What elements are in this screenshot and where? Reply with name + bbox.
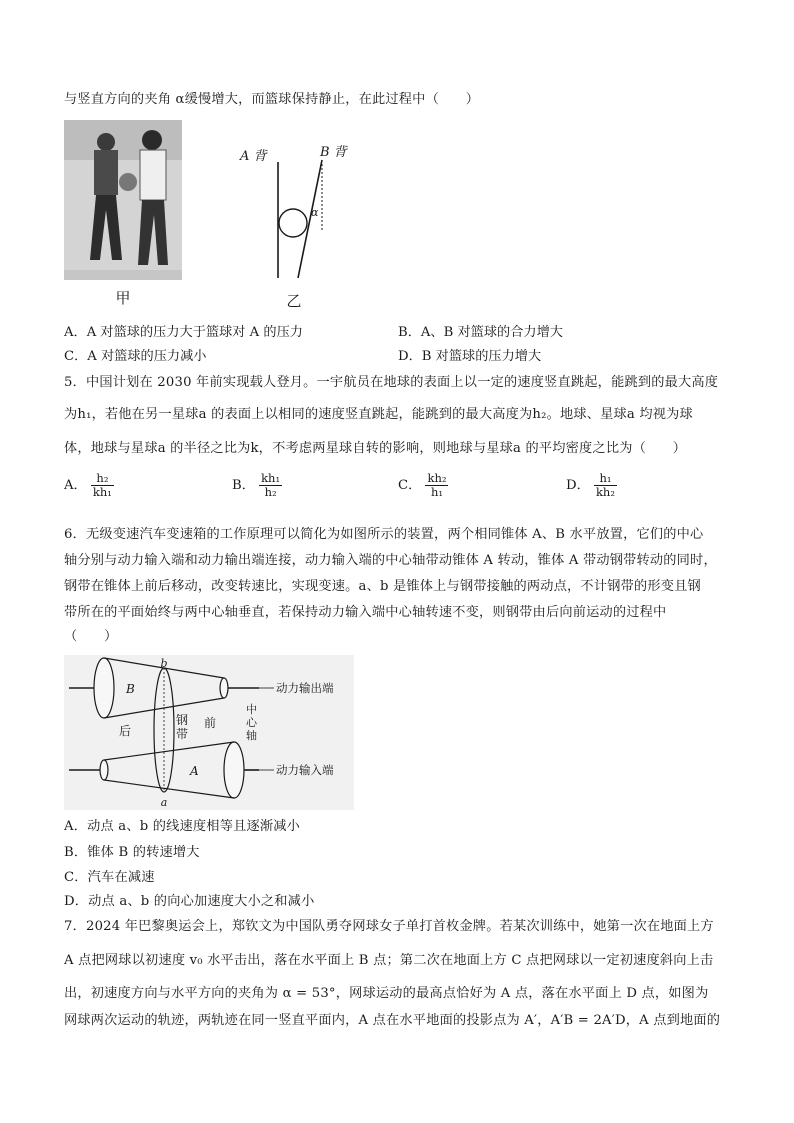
q6-cone-figure (64, 655, 354, 810)
q6-fig-label-axis: 中心轴 (246, 703, 257, 742)
q4-option-d: D．B 对篮球的压力增大 (398, 349, 542, 364)
q5-option-a-fraction (91, 472, 114, 499)
q5-option-c-numerator: kh₂ (427, 471, 447, 485)
q6-line-5: （ ） (64, 629, 118, 644)
q5-option-a (64, 472, 114, 499)
q6-fig-label-front: 前 (204, 716, 217, 730)
q4-option-c: C．A 对篮球的压力减小 (64, 349, 207, 364)
q4-fig-label-b: B 背 (320, 145, 347, 160)
q5-option-c (398, 472, 448, 499)
q5-line-2: 为h₁，若他在另一星球a 的表面上以相同的速度竖直跳起，能跳到的最大高度为h₂。地球、星球a 均视为球 (64, 407, 693, 422)
q5-option-d (566, 472, 617, 499)
q6-fig-label-cone-a: A (190, 764, 199, 778)
q6-fig-label-back: 后 (119, 724, 132, 738)
q4-fig-left-caption: 甲 (115, 289, 131, 307)
q4-fig-right-caption: 乙 (286, 292, 302, 310)
q6-fig-label-belt: 钢带 (176, 713, 189, 741)
q5-option-d-fraction (594, 472, 617, 499)
q5-option-a-denominator: kh₁ (92, 485, 112, 499)
q5-line-1: 5．中国计划在 2030 年前实现载人登月。一宇航员在地球的表面上以一定的速度竖直跳起，能跳到的最大高度 (64, 375, 719, 390)
q5-option-d-denominator: kh₂ (595, 485, 615, 499)
q4-fig-label-a: A 背 (240, 149, 267, 164)
q4-photo-figure (64, 120, 182, 310)
q4-option-b: B．A、B 对篮球的合力增大 (398, 325, 563, 340)
q4-wall-b (298, 160, 322, 278)
q4-basketball (279, 209, 307, 237)
q5-option-b-label: B． (232, 478, 255, 493)
q5-option-d-numerator: h₁ (594, 472, 617, 486)
q6-line-4: 带所在的平面始终与两中心轴垂直，若保持动力输入端中心轴转速不变，则钢带由后向前运动的过程中 (64, 605, 667, 620)
q6-cone-a-base (224, 742, 244, 798)
q7-line-2: A 点把网球以初速度 v₀ 水平击出，落在水平面上 B 点；第二次在地面上方 C 点把网球以一定初速度斜向上击 (64, 953, 714, 968)
q6-line-1: 6．无级变速汽车变速箱的工作原理可以简化为如图所示的装置，两个相同锥体 A、B 水平放置，它们的中心 (64, 527, 704, 542)
q6-cone-b-base (94, 658, 114, 718)
q6-line-3: 钢带在锥体上前后移动，改变转速比，实现变速。a、b 是锥体上与钢带接触的两动点，不计钢带的形变且钢 (64, 579, 701, 594)
q5-option-c-denominator: h₁ (430, 485, 443, 499)
q6-fig-label-b-point: b (160, 657, 168, 670)
q5-option-b-numerator: kh₁ (261, 471, 281, 485)
q5-option-b-fraction (259, 472, 282, 499)
q5-option-b (232, 472, 282, 499)
q6-option-a: A．动点 a、b 的线速度相等且逐渐减小 (64, 819, 301, 834)
q6-option-d: D．动点 a、b 的向心加速度大小之和减小 (64, 894, 315, 909)
q7-line-4: 网球两次运动的轨迹，两轨迹在同一竖直平面内，A 点在水平地面的投影点为 A′，A′B = 2A′D，A 点到地面的 (64, 1013, 721, 1028)
q4-diagram-figure (238, 140, 368, 310)
q5-option-b-denominator: h₂ (264, 485, 277, 499)
q5-option-c-fraction (425, 472, 448, 499)
q6-fig-label-output: 动力输出端 (276, 681, 334, 695)
q6-fig-label-cone-b: B (126, 682, 135, 696)
q6-fig-label-input: 动力输入端 (276, 763, 334, 777)
q6-option-c: C．汽车在减速 (64, 870, 155, 885)
q5-line-3: 体，地球与星球a 的半径之比为k，不考虑两星球自转的影响，则地球与星球a 的平均密度之比为（ ） (64, 441, 687, 456)
q6-line-2: 轴分别与动力输入端和动力输出端连接，动力输入端的中心轴带动锥体 A 转动，锥体 A 带动钢带转动的同时， (64, 553, 717, 568)
q4-fig-alpha: α (311, 206, 319, 219)
q6-option-b: B．锥体 B 的转速增大 (64, 845, 200, 860)
q4-intro: 与竖直方向的夹角 α缓慢增大，而篮球保持静止，在此过程中（ ） (64, 92, 480, 107)
q7-line-1: 7．2024 年巴黎奥运会上，郑钦文为中国队勇夺网球女子单打首枚金牌。若某次训练中，她第一次在地面上方 (64, 919, 714, 934)
q5-option-a-label: A． (64, 478, 87, 493)
q5-option-c-label: C． (398, 478, 422, 493)
q5-option-a-numerator: h₂ (91, 472, 114, 486)
q7-line-3: 出，初速度方向与水平方向的夹角为 α = 53°，网球运动的最高点恰好为 A 点，落在水平面上 D 点，如图为 (64, 986, 709, 1001)
q4-option-a: A．A 对篮球的压力大于篮球对 A 的压力 (64, 325, 303, 340)
q5-option-d-label: D． (566, 478, 590, 493)
q6-fig-label-a-point: a (160, 796, 168, 809)
